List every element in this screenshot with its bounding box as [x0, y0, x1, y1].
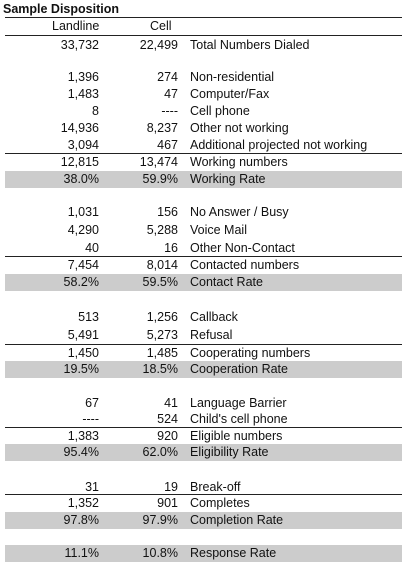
cell-value: 156 [157, 205, 178, 219]
landline-value: 3,094 [67, 138, 99, 152]
cell-value: 97.9% [142, 513, 178, 527]
cell-value: 41 [164, 396, 178, 410]
row-label: No Answer / Busy [190, 205, 289, 219]
cell-value: ---- [161, 104, 178, 118]
table-row [0, 240, 407, 257]
row-label: Additional projected not working [190, 138, 368, 152]
rate-row [5, 361, 402, 378]
landline-value: 1,383 [67, 429, 99, 443]
row-label: Completion Rate [190, 513, 284, 527]
row-label: Computer/Fax [190, 87, 270, 101]
row-label: Other not working [190, 121, 289, 135]
cell-value: 10.8% [142, 546, 178, 560]
landline-value: 97.8% [63, 513, 99, 527]
table-row [0, 257, 407, 274]
table-row [0, 395, 407, 412]
landline-value: 1,396 [67, 70, 99, 84]
table-row [0, 103, 407, 120]
cell-value: 62.0% [142, 445, 178, 459]
rate-row [5, 274, 402, 291]
table-row [0, 411, 407, 428]
divider-line [5, 17, 402, 18]
table-row [0, 204, 407, 221]
divider-line [5, 494, 402, 495]
divider-line [5, 427, 402, 428]
cell-value: 274 [157, 70, 178, 84]
row-label: Callback [190, 310, 238, 324]
landline-value: 58.2% [63, 275, 99, 289]
cell-value: 5,288 [146, 223, 178, 237]
cell-value: 8,237 [146, 121, 178, 135]
row-label: Working numbers [190, 155, 288, 169]
row-label: Eligible numbers [190, 429, 283, 443]
row-label: Break-off [190, 480, 241, 494]
row-label: Language Barrier [190, 396, 287, 410]
divider-line [5, 35, 402, 36]
cell-value: 920 [157, 429, 178, 443]
table-row [0, 137, 407, 154]
cell-value: 59.5% [142, 275, 178, 289]
landline-value: 7,454 [67, 258, 99, 272]
cell-value: 467 [157, 138, 178, 152]
landline-value: 40 [85, 241, 99, 255]
table-row [0, 120, 407, 137]
row-label: Response Rate [190, 546, 277, 560]
header-landline: Landline [52, 19, 100, 33]
landline-value: 4,290 [67, 223, 99, 237]
row-label: Eligibility Rate [190, 445, 269, 459]
landline-value: 31 [85, 480, 99, 494]
landline-value: 19.5% [63, 362, 99, 376]
cell-value: 19 [164, 480, 178, 494]
divider-line [5, 153, 402, 154]
landline-value: 12,815 [60, 155, 99, 169]
table-row [0, 69, 407, 86]
landline-value: 1,352 [67, 496, 99, 510]
table-row [0, 327, 407, 344]
landline-value: 14,936 [60, 121, 99, 135]
table-title: Sample Disposition [3, 2, 119, 16]
landline-value: 5,491 [67, 328, 99, 342]
cell-value: 524 [157, 412, 178, 426]
landline-value: 67 [85, 396, 99, 410]
row-label: Cooperating numbers [190, 346, 311, 360]
landline-value: 1,483 [67, 87, 99, 101]
landline-value: ---- [82, 412, 99, 426]
table-row [0, 37, 407, 54]
row-label: Contact Rate [190, 275, 263, 289]
row-label: Completes [190, 496, 250, 510]
landline-value: 8 [92, 104, 99, 118]
table-row [0, 86, 407, 103]
row-label: Non-residential [190, 70, 275, 84]
table-row [0, 428, 407, 445]
table-row [0, 309, 407, 326]
table-row [0, 154, 407, 171]
row-label: Cell phone [190, 104, 250, 118]
cell-value: 22,499 [139, 38, 178, 52]
landline-value: 1,031 [67, 205, 99, 219]
rate-row [5, 171, 402, 188]
cell-value: 16 [164, 241, 178, 255]
landline-value: 11.1% [64, 546, 99, 560]
table-row [0, 345, 407, 362]
table-row [0, 495, 407, 512]
row-label: Voice Mail [190, 223, 247, 237]
row-label: Cooperation Rate [190, 362, 288, 376]
landline-value: 1,450 [67, 346, 99, 360]
row-label: Contacted numbers [190, 258, 300, 272]
cell-value: 18.5% [142, 362, 178, 376]
divider-line [5, 256, 402, 257]
rate-row [5, 512, 402, 529]
rate-row [5, 444, 402, 461]
row-label: Child's cell phone [190, 412, 288, 426]
row-label: Working Rate [190, 172, 266, 186]
landline-value: 95.4% [63, 445, 99, 459]
rate-row [5, 545, 402, 562]
row-label: Total Numbers Dialed [190, 38, 310, 52]
divider-line [5, 344, 402, 345]
cell-value: 59.9% [142, 172, 178, 186]
landline-value: 513 [78, 310, 99, 324]
cell-value: 5,273 [146, 328, 178, 342]
cell-value: 901 [157, 496, 178, 510]
row-label: Refusal [190, 328, 233, 342]
table-row [0, 222, 407, 239]
row-label: Other Non-Contact [190, 241, 295, 255]
landline-value: 38.0% [63, 172, 99, 186]
cell-value: 1,256 [146, 310, 178, 324]
cell-value: 1,485 [146, 346, 178, 360]
landline-value: 33,732 [60, 38, 99, 52]
cell-value: 47 [164, 87, 178, 101]
cell-value: 8,014 [146, 258, 178, 272]
header-cell: Cell [150, 19, 172, 33]
cell-value: 13,474 [139, 155, 178, 169]
